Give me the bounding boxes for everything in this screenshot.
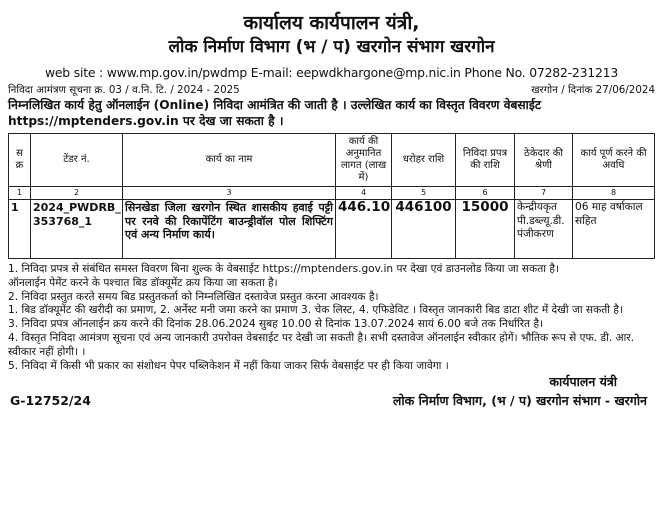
header-work-name: कार्य का नाम [123, 134, 336, 187]
cell-category: केन्द्रीयकृत पी.डब्ल्यू.डी. पंजीकरण [515, 200, 573, 259]
table-header-row [9, 134, 655, 187]
note-item: ऑनलाईन पेमेंट करने के पश्चात बिड डॉक्यूमेंट क्रय किया जा सकता है। [8, 276, 278, 289]
column-number: 6 [456, 187, 515, 200]
header-sno: स क्र [9, 134, 31, 187]
header-emd: धरोहर राशि [392, 134, 456, 187]
reference-line [8, 83, 655, 97]
place-date: खरगोन / दिनांक 27/06/2024 [531, 84, 655, 96]
note-item: 1. बिड डॉक्यूमेंट की खरीदी का प्रमाण, 2. अर्नेस्ट मनी जमा करने का प्रमाण 3. चेक लिस्ट, 4. एफिडेविट । विस्तृत जानकारी बिड डाटा शीट में देखी जा सकती है। [8, 304, 624, 317]
notes-section [8, 263, 655, 373]
cell-sno: 1 [9, 200, 31, 259]
header-category: ठेकेदार की श्रेणी [515, 134, 573, 187]
cell-duration: 06 माह वर्षाकाल सहित [573, 200, 655, 259]
column-number: 1 [9, 187, 31, 200]
cell-tender-no: 2024_PWDRB_ 353768_1 [31, 200, 123, 259]
intro-text: निम्नलिखित कार्य हेतु ऑनलाईन (Online) निविदा आमंत्रित की जाती है । उल्लेखित कार्य का विस्तृत विवरण वेबसाईट https://mptenders.gov.in पर देख जा सकता है । [8, 98, 541, 128]
cell-work-name: सिनखेडा जिला खरगोन स्थित शासकीय हवाई पट्टी पर रनवे की रिकापेंटिंग बाउन्ड्रीवॉल पोल शिफ्टिंग एवं अन्य निर्माण कार्य। [123, 200, 336, 259]
signatory-office: लोक निर्माण विभाग, (भ / प) खरगोन संभाग - खरगोन [392, 393, 647, 409]
column-number: 5 [392, 187, 456, 200]
column-number: 7 [515, 187, 573, 200]
column-number-row [9, 187, 655, 200]
header-form-fee: निविदा प्रपत्र की राशि [456, 134, 515, 187]
note-item: 3. निविदा प्रपत्र ऑनलाईन क्रय करने की दिनांक 28.06.2024 सुबह 10.00 से दिनांक 13.07.2024 सायं 6.00 बजे तक निर्धारित है। [8, 318, 544, 331]
note-item: 2. निविदा प्रस्तुत करते समय बिड प्रस्तुतकर्ता को निम्नलिखित दस्तावेज प्रस्तुत करना आवश्यक है। [8, 290, 379, 303]
header-tender-no: टेंडर नं. [31, 134, 123, 187]
cell-estimated-cost: 446.10 [336, 200, 392, 259]
column-number: 4 [336, 187, 392, 200]
header-duration: कार्य पूर्ण करने की अवधि [573, 134, 655, 187]
signatory-designation: कार्यपालन यंत्री [549, 374, 617, 390]
column-number: 8 [573, 187, 655, 200]
header-estimated-cost: कार्य की अनुमानित लागत (लाख में) [336, 134, 392, 187]
column-number: 3 [123, 187, 336, 200]
contact-line: web site : www.mp.gov.in/pwdmp E-mail: eepwdkhargone@mp.nic.in Phone No. 07282-231213 [44, 65, 619, 80]
cell-form-fee: 15000 [456, 200, 515, 259]
publication-code: G-12752/24 [10, 393, 91, 409]
office-title: कार्यालय कार्यपालन यंत्री, [243, 12, 420, 34]
note-item: 5. निविदा में किसी भी प्रकार का संशोधन पेपर पब्लिकेशन में नहीं किया जाकर सिर्फ वेबसाईट पर ही किया जावेगा । [8, 359, 449, 372]
department-title: लोक निर्माण विभाग (भ / प) खरगोन संभाग खरगोन [168, 37, 495, 57]
footer [8, 393, 655, 409]
note-item: 4. विस्तृत निविदा आमंत्रण सूचना एवं अन्य जानकारी उपरोक्त वेबसाईट पर देखी जा सकती है। सभी दस्तावेज ऑनलाईन स्वीकार होगें। भौतिक रूप से एफ. डी. आर. स्वीकार नहीं होगी। । [8, 331, 635, 358]
tender-table [8, 133, 655, 259]
table-row [9, 200, 655, 259]
column-number: 2 [31, 187, 123, 200]
cell-emd: 446100 [392, 200, 456, 259]
notice-number: निविदा आमंत्रण सूचना क्र. 03 / व.नि. टि. / 2024 - 2025 [8, 84, 240, 96]
note-item: 1. निविदा प्रपत्र से संबंधित समस्त विवरण बिना शुल्क के वेबसाईट https://mptenders.gov.in पर देखा एवं डाउनलोड किया जा सकता है। [8, 263, 559, 275]
